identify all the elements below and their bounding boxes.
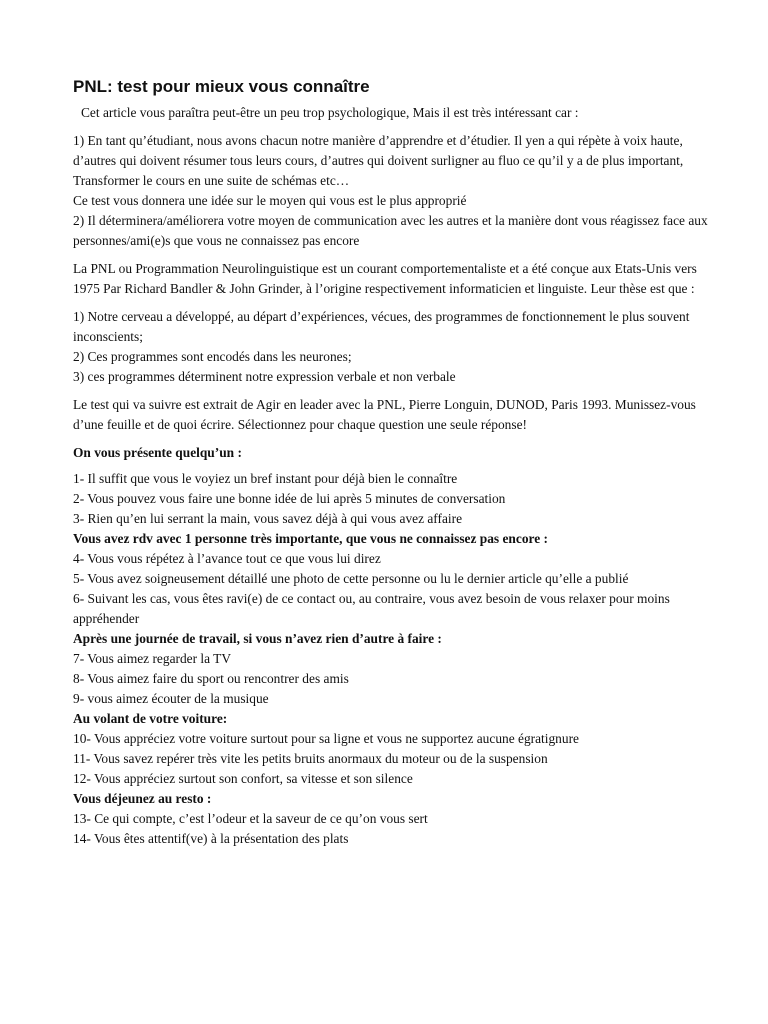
answer-item: 1- Il suffit que vous le voyiez un bref instant pour déjà bien le connaître — [73, 471, 458, 486]
question-heading: Vous déjeunez au resto : — [73, 791, 212, 806]
thesis-item: 3) ces programmes déterminent notre expression verbale et non verbale — [73, 369, 456, 384]
answer-item: 2- Vous pouvez vous faire une bonne idée de lui après 5 minutes de conversation — [73, 491, 506, 506]
question-heading: Après une journée de travail, si vous n’avez rien d’autre à faire : — [73, 631, 442, 646]
thesis-item: 1) Notre cerveau a développé, au départ d’expériences, vécues, des programmes de fonctionnement le plus souvent inconscients; — [73, 309, 690, 344]
answer-item: 6- Suivant les cas, vous êtes ravi(e) de ce contact ou, au contraire, vous avez besoin de vous relaxer pour moins appréhender — [73, 591, 670, 626]
point-2-paragraph: 2) Il déterminera/améliorera votre moyen de communication avec les autres et la manière dont vous réagissez face aux personnes/ami(e)s que vous ne connaissez pas encore — [73, 213, 708, 248]
question-heading: On vous présente quelqu’un : — [73, 445, 242, 460]
pnl-definition-paragraph: La PNL ou Programmation Neurolinguistique est un courant comportementaliste et a été conçue aux Etats-Unis vers 1975 Par Richard Bandler & John Grinder, à l’origine respectivement informaticien et linguiste. Leur thèse est que : — [73, 261, 697, 296]
answer-item: 9- vous aimez écouter de la musique — [73, 691, 269, 706]
document-page — [73, 76, 709, 849]
question-heading: Au volant de votre voiture: — [73, 711, 228, 726]
answer-item: 8- Vous aimez faire du sport ou rencontrer des amis — [73, 671, 349, 686]
answer-item: 7- Vous aimez regarder la TV — [73, 651, 232, 666]
answer-item: 14- Vous êtes attentif(ve) à la présentation des plats — [73, 831, 349, 846]
answer-item: 3- Rien qu’en lui serrant la main, vous savez déjà à qui vous avez affaire — [73, 511, 463, 526]
answer-item: 5- Vous avez soigneusement détaillé une photo de cette personne ou lu le dernier article qu’elle a publié — [73, 571, 629, 586]
source-paragraph: Le test qui va suivre est extrait de Agir en leader avec la PNL, Pierre Longuin, DUNOD, Paris 1993. Munissez-vous d’une feuille et de quoi écrire. Sélectionnez pour chaque question une seule réponse! — [73, 397, 696, 432]
point-1-paragraph: 1) En tant qu’étudiant, nous avons chacun notre manière d’apprendre et d’étudier. Il yen a qui répète à voix haute, d’autres qui doivent résumer tous leurs cours, d’autres qui doivent surligner au fluo ce qu’il y a de plus important, — [73, 133, 684, 168]
point-1b-line: Transformer le cours en une suite de schémas etc… — [73, 173, 350, 188]
page-title: PNL: test pour mieux vous connaître — [73, 77, 370, 96]
question-heading: Vous avez rdv avec 1 personne très importante, que vous ne connaissez pas encore : — [73, 531, 548, 546]
thesis-item: 2) Ces programmes sont encodés dans les neurones; — [73, 349, 352, 364]
point-1c-line: Ce test vous donnera une idée sur le moyen qui vous est le plus approprié — [73, 193, 467, 208]
intro-paragraph: Cet article vous paraîtra peut-être un peu trop psychologique, Mais il est très intéressant car : — [81, 105, 579, 120]
answer-item: 12- Vous appréciez surtout son confort, sa vitesse et son silence — [73, 771, 413, 786]
answer-item: 13- Ce qui compte, c’est l’odeur et la saveur de ce qu’on vous sert — [73, 811, 428, 826]
answer-item: 11- Vous savez repérer très vite les petits bruits anormaux du moteur ou de la suspension — [73, 751, 548, 766]
answer-item: 4- Vous vous répétez à l’avance tout ce que vous lui direz — [73, 551, 381, 566]
answer-item: 10- Vous appréciez votre voiture surtout pour sa ligne et vous ne supportez aucune égratignure — [73, 731, 579, 746]
